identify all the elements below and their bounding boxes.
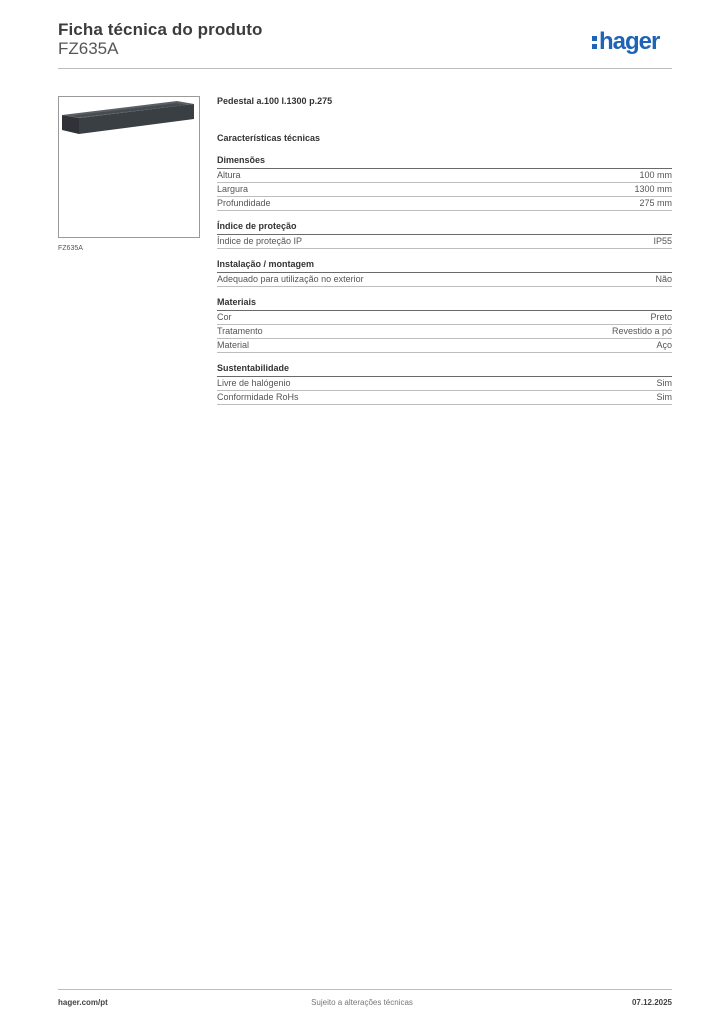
spec-row xyxy=(217,339,672,353)
spec-row xyxy=(217,391,672,405)
spec-row xyxy=(217,169,672,183)
spec-label: Cor xyxy=(217,312,232,322)
spec-label: Conformidade RoHs xyxy=(217,392,299,402)
footer-divider xyxy=(58,989,672,990)
spec-row xyxy=(217,197,672,211)
pedestal-illustration xyxy=(59,97,199,237)
logo-dots-icon xyxy=(592,34,597,50)
product-code: FZ635A xyxy=(58,39,119,58)
logo-text: hager xyxy=(599,28,660,55)
spec-section xyxy=(217,155,672,211)
spec-label: Largura xyxy=(217,184,249,194)
spec-row xyxy=(217,183,672,197)
spec-sections xyxy=(217,155,672,405)
header-divider xyxy=(58,68,672,69)
section-title: Sustentabilidade xyxy=(217,363,672,377)
spec-value: Aço xyxy=(656,340,672,350)
spec-value: Sim xyxy=(656,392,672,402)
spec-section xyxy=(217,221,672,249)
spec-value: 1300 mm xyxy=(634,184,672,194)
hager-logo xyxy=(592,28,659,56)
spec-value: Sim xyxy=(656,378,672,388)
spec-label: Altura xyxy=(217,170,241,180)
spec-value: IP55 xyxy=(653,236,672,246)
spec-label: Livre de halógenio xyxy=(217,378,291,388)
spec-value: 100 mm xyxy=(639,170,672,180)
section-title: Índice de proteção xyxy=(217,221,672,235)
spec-row xyxy=(217,273,672,287)
spec-label: Tratamento xyxy=(217,326,263,336)
spec-row xyxy=(217,377,672,391)
product-name: Pedestal a.100 l.1300 p.275 xyxy=(217,96,333,106)
spec-label: Índice de proteção IP xyxy=(217,236,303,246)
spec-row xyxy=(217,325,672,339)
spec-label: Material xyxy=(217,340,250,350)
spec-value: Preto xyxy=(650,312,672,322)
characteristics-title: Características técnicas xyxy=(217,133,321,143)
section-title: Instalação / montagem xyxy=(217,259,672,273)
product-image-caption: FZ635A xyxy=(58,245,83,252)
spec-row xyxy=(217,311,672,325)
section-title: Materiais xyxy=(217,297,672,311)
spec-row xyxy=(217,235,672,249)
page-title: Ficha técnica do produto xyxy=(58,20,263,39)
spec-value: Não xyxy=(655,274,672,284)
footer-website: hager.com/pt xyxy=(58,998,108,1007)
spec-value: Revestido a pó xyxy=(611,326,672,336)
footer-date: 07.12.2025 xyxy=(631,998,672,1007)
spec-label: Profundidade xyxy=(217,198,271,208)
product-image xyxy=(58,96,200,238)
spec-value: 275 mm xyxy=(639,198,672,208)
spec-section xyxy=(217,259,672,287)
spec-section xyxy=(217,363,672,405)
footer-note: Sujeito a alterações técnicas xyxy=(311,998,413,1007)
spec-content xyxy=(217,96,672,415)
spec-label: Adequado para utilização no exterior xyxy=(217,274,364,284)
spec-section xyxy=(217,297,672,353)
section-title: Dimensões xyxy=(217,155,672,169)
